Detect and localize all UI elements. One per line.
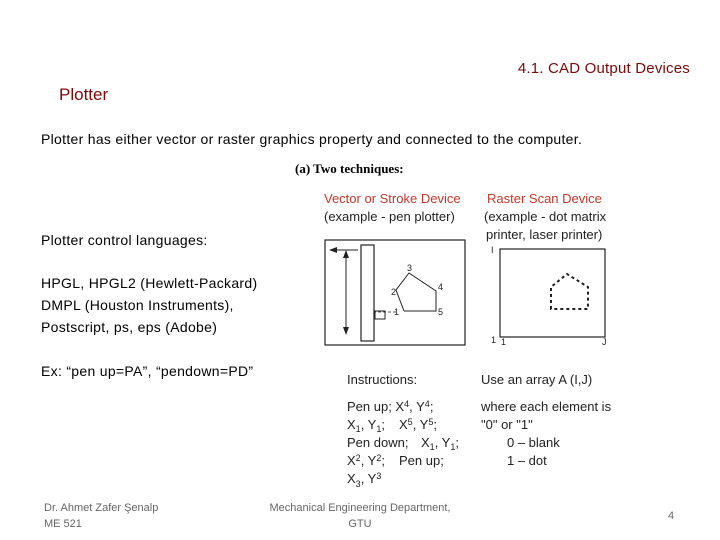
axis-label: 1 [491,335,497,345]
plotter-description: Plotter has either vector or raster graphics property and connected to the computer. [41,131,583,147]
axis-label: I [491,245,494,255]
course-code: ME 521 [44,518,82,530]
raster-instruction-line: where each element is [481,399,612,414]
raster-instruction-line: 0 – blank [507,435,560,450]
vertex-label: 4 [438,282,444,292]
plotter-techniques-figure [295,155,625,495]
svg-text:Pen down;: Pen down; [347,435,409,450]
department-line: Mechanical Engineering Department, [269,502,451,514]
raster-instructions-title: Use an array A (I,J) [481,372,593,387]
vertex-label: 3 [407,263,413,273]
raster-device-example: (example - dot matrix [484,209,607,224]
svg-text:X1, Y1;: $X_1$, $Y_1$; [347,417,385,434]
author-name: Dr. Ahmet Zafer Şenalp [44,502,159,514]
vertex-label: 1 [394,307,400,317]
pen-plotter-diagram [325,240,465,345]
svg-text:X3, Y3: $X_3$, $Y^3$ [347,471,382,489]
axis-label: J [602,337,607,347]
raster-instruction-line: "0" or "1" [481,417,533,432]
language-item: HPGL, HPGL2 (Hewlett-Packard) [41,275,258,291]
axis-label: 1 [501,337,507,347]
svg-text:X2, Y2;: $X^2$, $Y^2$; [347,453,385,468]
language-item: Postscript, ps, eps (Adobe) [41,319,218,335]
raster-scan-diagram [491,245,607,347]
languages-list [41,272,257,338]
svg-text:X1, Y1;: $X_1$, $Y_1$; [421,435,459,452]
svg-text:Pen up; X4, Y4;: Pen up; $X^4$, $Y^4$; [347,399,434,414]
language-item: DMPL (Houston Instruments), [41,297,234,313]
pen-command-example: Ex: “pen up=PA”, “pendown=PD” [41,363,254,379]
svg-text:Pen up;: Pen up; [399,453,444,468]
raster-device-example-2: printer, laser printer) [486,227,603,242]
vertex-label: 2 [391,287,397,297]
vector-device-title: Vector or Stroke Device [324,191,461,206]
raster-instruction-line: 1 – dot [507,453,547,468]
page-number: 4 [668,510,675,522]
raster-device-title: Raster Scan Device [487,191,602,206]
control-languages-heading: Plotter control languages: [41,232,208,248]
section-header: 4.1. CAD Output Devices [517,60,690,77]
vertex-label: 5 [438,307,444,317]
svg-text:X5, Y5;: $X^5$, $Y^5$; [399,417,437,432]
institution-line: GTU [348,518,372,530]
vector-device-example: (example - pen plotter) [324,209,455,224]
footer-department [255,500,465,532]
footer-author [44,500,158,532]
figure-title: (a) Two techniques: [295,161,404,176]
slide-title: Plotter [59,85,109,104]
vector-instructions-title: Instructions: [347,372,418,387]
vector-instructions [347,399,459,489]
